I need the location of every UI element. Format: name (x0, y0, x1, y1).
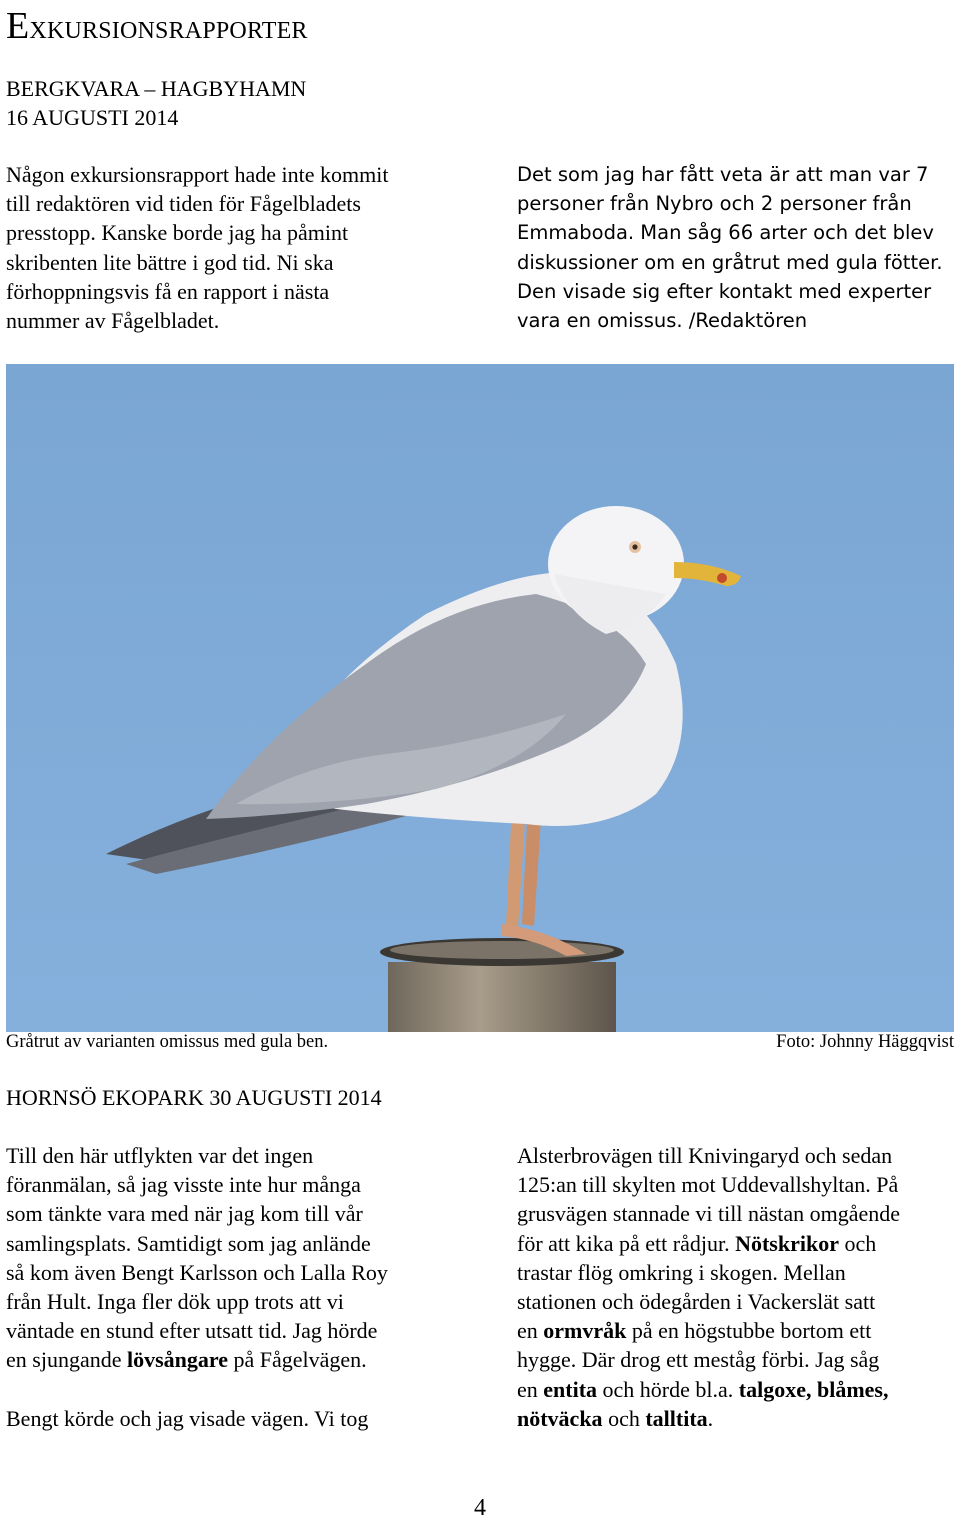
paragraph-line: nummer av Fågelbladet. (6, 308, 220, 334)
paragraph-line: vara en omissus. /Redaktören (517, 309, 808, 333)
paragraph-line (6, 1345, 476, 1374)
section2-heading: HORNSÖ EKOPARK 30 AUGUSTI 2014 (6, 1085, 382, 1110)
paragraph-line: trastar flög omkring i skogen. Mellan (517, 1259, 846, 1285)
page-title (6, 4, 308, 48)
text: för att kika på ett rådjur. (517, 1230, 736, 1256)
bird-name: nötväcka (517, 1405, 603, 1431)
paragraph-line: förhoppningsvis få en rapport i nästa (6, 278, 330, 304)
paragraph-line: Till den här utflykten var det ingen (6, 1143, 314, 1168)
text: . (707, 1405, 714, 1431)
paragraph-line: diskussioner om en gråtrut med gula fötter. (517, 250, 943, 274)
paragraph-line: 125:an till skylten mot Uddevallshyltan. På (517, 1172, 899, 1198)
photo-caption: Gråtrut av varianten omissus med gula ben. (6, 1032, 329, 1052)
page-number: 4 (474, 1495, 486, 1521)
paragraph-line: Alsterbrovägen till Knivingaryd och sedan (517, 1143, 893, 1168)
paragraph-line (517, 1404, 957, 1433)
bird-name: Nötskrikor (735, 1230, 839, 1256)
paragraph-line: till redaktören vid tiden för Fågelbladets (6, 191, 361, 217)
text: på Fågelvägen. (228, 1347, 367, 1373)
text: en sjungande (6, 1347, 127, 1373)
paragraph-line: från Hult. Inga fler dök upp trots att vi (6, 1289, 344, 1315)
section1-right-column (517, 160, 957, 335)
text: en (517, 1318, 544, 1344)
paragraph-line: skribenten lite bättre i god tid. Ni ska (6, 249, 334, 275)
text: en (517, 1376, 544, 1402)
paragraph-line: Emmaboda. Man såg 66 arter och det blev (517, 221, 934, 245)
bird-name: ormvråk (543, 1318, 627, 1344)
section2-right-column (517, 1141, 957, 1433)
paragraph-line: personer från Nybro och 2 personer från (517, 192, 912, 216)
section1-heading-line2: 16 AUGUSTI 2014 (6, 105, 179, 130)
section1-heading-line1: BERGKVARA – HAGBYHAMN (6, 76, 307, 101)
paragraph-line: som tänkte vara med när jag kom till vår (6, 1201, 363, 1227)
text: på en högstubbe bortom ett (626, 1318, 872, 1344)
text: och (602, 1405, 646, 1431)
paragraph-line: Det som jag har fått veta är att man var 7 (517, 163, 929, 186)
paragraph-line: Den visade sig efter kontakt med experter (517, 279, 932, 303)
paragraph-line: så kom även Bengt Karlsson och Lalla Roy (6, 1259, 388, 1285)
bird-name: talltita (645, 1405, 708, 1431)
paragraph-line: hygge. Där drog ett meståg förbi. Jag såg (517, 1347, 880, 1373)
page-title-rest: XKURSIONSRAPPORTER (29, 18, 308, 44)
gull-photo (6, 364, 954, 1032)
section2-left-column (6, 1141, 476, 1433)
section1-heading (6, 74, 306, 132)
paragraph-line: presstopp. Kanske borde jag ha påmint (6, 220, 349, 246)
text: och hörde bl.a. (597, 1376, 739, 1402)
paragraph-line: väntade en stund efter utsatt tid. Jag hörde (6, 1318, 378, 1344)
paragraph-line (517, 1375, 957, 1404)
paragraph-line: föranmälan, så jag visste inte hur många (6, 1172, 361, 1198)
bird-name: talgoxe, blåmes, (738, 1376, 889, 1402)
bird-name: entita (543, 1376, 598, 1402)
paragraph-line: stationen och ödegården i Vackerslät satt (517, 1289, 876, 1315)
paragraph-line (517, 1229, 957, 1258)
photo-credit: Foto: Johnny Häggqvist (776, 1032, 954, 1052)
section1-left-column (6, 160, 476, 335)
paragraph-line: Bengt körde och jag visade vägen. Vi tog (6, 1405, 369, 1431)
wooden-post (388, 962, 616, 1032)
bird-name: lövsångare (126, 1347, 229, 1373)
paragraph-line: samlingsplats. Samtidigt som jag anlände (6, 1230, 371, 1256)
paragraph-line (517, 1316, 957, 1345)
paragraph-line: grusvägen stannade vi till nästan omgående (517, 1201, 901, 1227)
page-title-initial: E (6, 5, 30, 47)
text: och (838, 1230, 877, 1256)
paragraph-line: Någon exkursionsrapport hade inte kommit (6, 162, 389, 187)
